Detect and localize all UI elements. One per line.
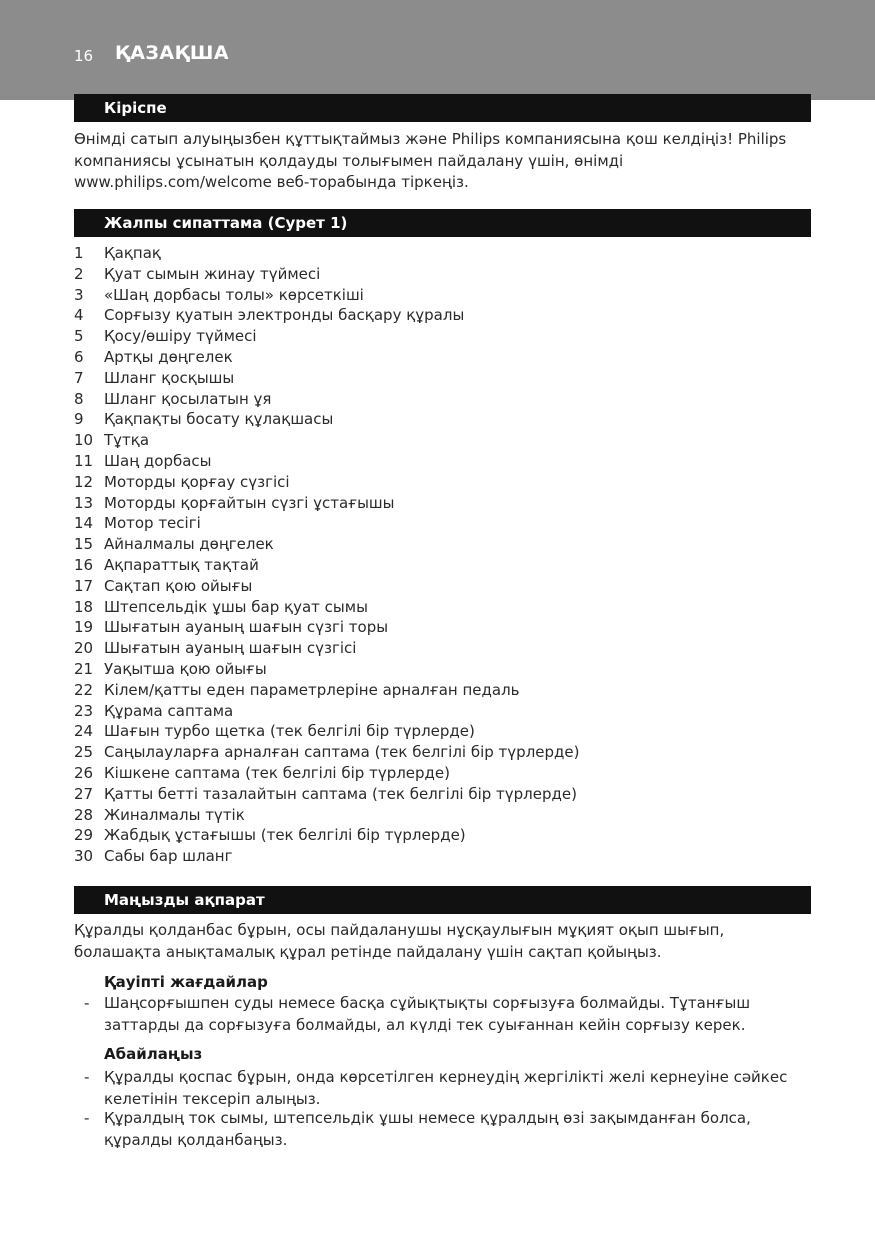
list-item-number: 10: [74, 431, 94, 450]
list-item-label: Штепсельдік ұшы бар қуат сымы: [104, 597, 368, 616]
dash-bullet: -: [84, 994, 90, 1012]
list-item-number: 7: [74, 368, 84, 387]
caution-item: [74, 1067, 814, 1110]
list-item-label: «Шаң дорбасы толы» көрсеткіші: [104, 285, 364, 304]
list-item-label: Қосу/өшіру түймесі: [104, 327, 257, 346]
list-item-number: 26: [74, 763, 94, 782]
list-item: [74, 368, 814, 389]
caution-heading: Абайлаңыз: [104, 1045, 203, 1063]
list-item: [74, 513, 814, 534]
list-item-number: 17: [74, 576, 94, 595]
list-item-label: Сақтап қою ойығы: [104, 576, 253, 595]
list-item-label: Айналмалы дөңгелек: [104, 535, 274, 554]
list-item: [74, 805, 814, 826]
list-item: [74, 243, 814, 264]
list-item-number: 21: [74, 659, 94, 678]
list-item-number: 25: [74, 743, 94, 762]
list-item: [74, 555, 814, 576]
list-item-number: 12: [74, 472, 94, 491]
section-heading-important: Маңызды ақпарат: [74, 886, 811, 914]
list-item-label: Моторды қорғайтын сүзгі ұстағышы: [104, 493, 395, 512]
list-item-number: 28: [74, 805, 94, 824]
list-item-label: Кілем/қатты еден параметрлеріне арналған педаль: [104, 680, 520, 699]
parts-list: [74, 243, 814, 867]
list-item-label: Моторды қорғау сүзгісі: [104, 472, 290, 491]
list-item: [74, 742, 814, 763]
list-item-number: 16: [74, 555, 94, 574]
list-item: [74, 347, 814, 368]
list-item: [74, 451, 814, 472]
header-band: [0, 0, 875, 100]
list-item-number: 24: [74, 722, 94, 741]
list-item-number: 22: [74, 680, 94, 699]
list-item-label: Саңылауларға арналған саптама (тек белгілі бір түрлерде): [104, 743, 580, 762]
list-item: [74, 846, 814, 867]
caution-item-text: Құралдың ток сымы, штепсельдік ұшы немесе құралдың өзі зақымданған болса, құралды қолданбаңыз.: [104, 1109, 751, 1149]
list-item: [74, 534, 814, 555]
list-item: [74, 409, 814, 430]
list-item-number: 5: [74, 327, 84, 346]
list-item: [74, 680, 814, 701]
page-number: 16: [74, 47, 94, 65]
list-item-number: 1: [74, 244, 84, 262]
list-item: [74, 638, 814, 659]
list-item-number: 9: [74, 410, 84, 429]
list-item-label: Мотор тесігі: [104, 514, 201, 533]
list-item-label: Сабы бар шланг: [104, 847, 233, 866]
caution-item-text: Құралды қоспас бұрын, онда көрсетілген кернеудің жергілікті желі кернеуіне сәйкес келетінін тексеріп алыңыз.: [104, 1068, 788, 1108]
section-heading-overview: Жалпы сипаттама (Сурет 1): [74, 209, 811, 237]
list-item-label: Қақпақ: [104, 244, 161, 262]
list-item-number: 30: [74, 847, 94, 866]
list-item-number: 19: [74, 618, 94, 637]
intro-paragraph: Өнімді сатып алуыңызбен құттықтаймыз және Philips компаниясына қош келдіңіз! Philips компаниясы ұсынатын қолдауды толығымен пайдалану үшін, өнімді www.philips.com/welcome веб-торабында тіркеңіз.: [74, 130, 787, 191]
list-item-label: Қақпақты босату құлақшасы: [104, 410, 334, 429]
dash-bullet: -: [84, 1068, 90, 1086]
list-item-label: Артқы дөңгелек: [104, 347, 233, 366]
list-item-label: Шығатын ауаның шағын сүзгі торы: [104, 618, 389, 637]
list-item: [74, 701, 814, 722]
list-item-label: Шығатын ауаның шағын сүзгісі: [104, 639, 357, 658]
list-item-number: 14: [74, 514, 94, 533]
language-title: ҚАЗАҚША: [115, 42, 230, 64]
list-item-label: Кішкене саптама (тек белгілі бір түрлерде): [104, 763, 451, 782]
list-item-number: 6: [74, 347, 84, 366]
section-heading-intro: Кіріспе: [74, 94, 811, 122]
list-item: [74, 617, 814, 638]
list-item-label: Тұтқа: [104, 431, 150, 450]
list-item-number: 15: [74, 535, 94, 554]
list-item-label: Жабдық ұстағышы (тек белгілі бір түрлерде): [104, 826, 466, 845]
list-item: [74, 763, 814, 784]
list-item-label: Қуат сымын жинау түймесі: [104, 264, 321, 283]
list-item: [74, 721, 814, 742]
list-item: [74, 326, 814, 347]
list-item: [74, 493, 814, 514]
list-item-number: 2: [74, 264, 84, 283]
list-item: [74, 659, 814, 680]
danger-item-text: Шаңсорғышпен суды немесе басқа сұйықтықты сорғызуға болмайды. Тұтанғыш заттарды да сорғызуға болмайды, ал күлді тек суығаннан кейін сорғызу керек.: [104, 994, 751, 1034]
list-item: [74, 430, 814, 451]
dash-bullet: -: [84, 1109, 90, 1127]
list-item-number: 23: [74, 701, 94, 720]
list-item-label: Жиналмалы түтік: [104, 805, 245, 824]
list-item: [74, 576, 814, 597]
list-item-label: Уақытша қою ойығы: [104, 659, 267, 678]
list-item-label: Сорғызу қуатын электронды басқару құралы: [104, 306, 465, 325]
list-item-number: 13: [74, 493, 94, 512]
list-item-label: Қатты бетті тазалайтын саптама (тек белгілі бір түрлерде): [104, 784, 577, 803]
list-item-number: 3: [74, 285, 84, 304]
list-item: [74, 264, 814, 285]
list-item: [74, 825, 814, 846]
list-item: [74, 389, 814, 410]
list-item-label: Шланг қосқышы: [104, 368, 235, 387]
list-item-number: 27: [74, 784, 94, 803]
list-item-number: 20: [74, 639, 94, 658]
list-item-number: 8: [74, 389, 84, 408]
list-item-label: Ақпараттық тақтай: [104, 555, 259, 574]
important-paragraph: Құралды қолданбас бұрын, осы пайдаланушы нұсқаулығын мұқият оқып шығып, болашақта анықтамалық құрал ретінде пайдалану үшін сақтап қойыңыз.: [74, 921, 725, 961]
list-item: [74, 285, 814, 306]
caution-item: [74, 1108, 814, 1151]
list-item-number: 18: [74, 597, 94, 616]
list-item: [74, 472, 814, 493]
list-item: [74, 597, 814, 618]
list-item-number: 29: [74, 826, 94, 845]
list-item-label: Құрама саптама: [104, 701, 234, 720]
list-item-number: 11: [74, 451, 94, 470]
list-item-number: 4: [74, 306, 84, 325]
list-item-label: Шағын турбо щетка (тек белгілі бір түрлерде): [104, 722, 475, 741]
danger-item: [74, 993, 814, 1036]
list-item: [74, 784, 814, 805]
list-item: [74, 305, 814, 326]
danger-heading: Қауіпті жағдайлар: [104, 973, 268, 991]
list-item-label: Шланг қосылатын ұя: [104, 389, 272, 408]
list-item-label: Шаң дорбасы: [104, 451, 212, 470]
